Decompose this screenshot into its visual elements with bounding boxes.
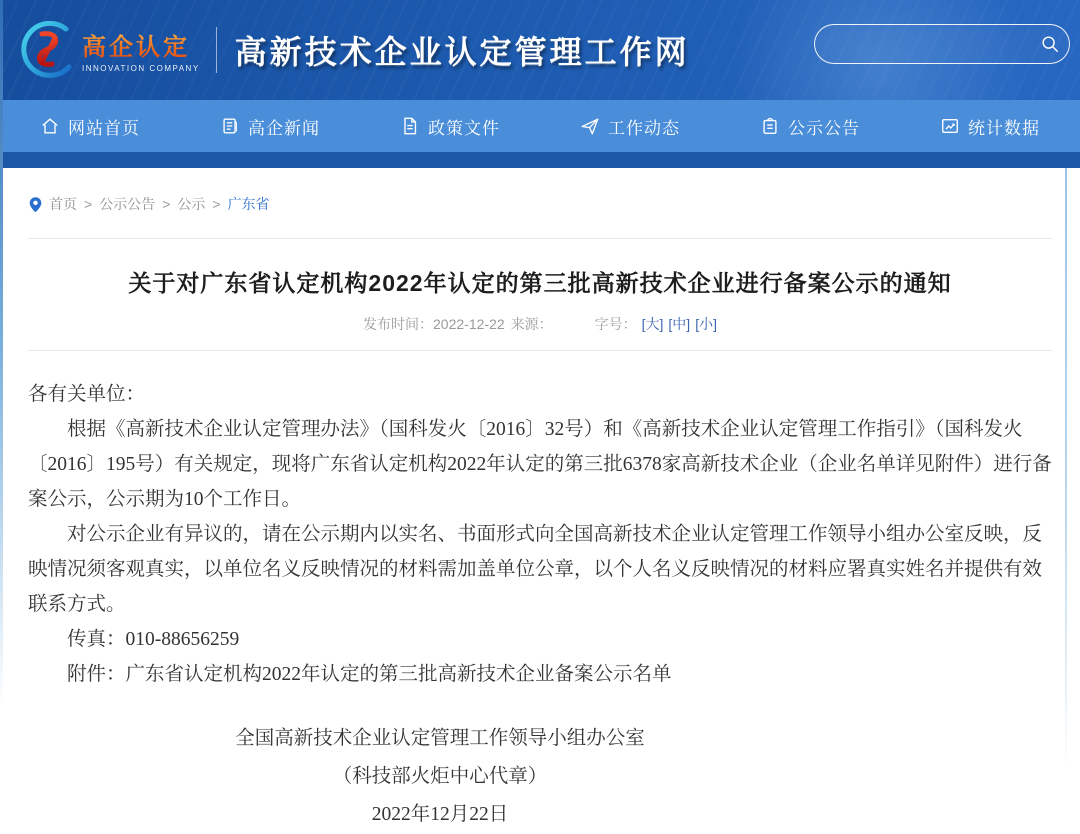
nav-item-announcements[interactable] — [720, 100, 900, 152]
logo-text-en: INNOVATION COMPANY — [82, 64, 200, 73]
header-divider — [216, 27, 217, 73]
article-page — [0, 194, 1080, 834]
nav-item-statistics[interactable] — [900, 100, 1080, 152]
attachment-line: 附件：广东省认定机构2022年认定的第三批高新技术企业备案公示名单 — [67, 664, 672, 685]
signature-block — [28, 720, 852, 834]
nav-label: 工作动态 — [608, 118, 680, 138]
send-icon — [580, 116, 600, 136]
breadcrumb-separator: > — [84, 196, 93, 212]
nav-item-updates[interactable] — [540, 100, 720, 152]
article-title: 关于对广东省认定机构2022年认定的第三批高新技术企业进行备案公示的通知 — [128, 270, 952, 296]
page-left-edge-line — [0, 0, 3, 804]
font-size-small-button[interactable]: [小] — [695, 316, 717, 332]
fax-line: 传真：010-88656259 — [67, 629, 240, 650]
breadcrumb-announcements[interactable]: 公示公告 — [99, 196, 156, 212]
paragraph-1: 根据《高新技术企业认定管理办法》（国科发火〔2016〕32号）和《高新技术企业认定管理工作指引》（国科发火〔2016〕195号）有关规定，现将广东省认定机构2022年认定的第三批6378家高新技术企业（企业名单详见附件）进行备案公示，公示期为10个工作日。 — [28, 419, 1052, 510]
announcement-icon — [760, 116, 780, 136]
main-nav — [0, 100, 1080, 152]
nav-item-news[interactable] — [180, 100, 360, 152]
signature-date: 2022年12月22日 — [371, 804, 509, 825]
site-header — [0, 0, 1080, 100]
nav-label: 政策文件 — [428, 118, 500, 138]
home-icon — [40, 116, 60, 136]
article-body — [28, 377, 1052, 692]
page-right-edge-line — [1065, 168, 1067, 804]
salutation: 各有关单位： — [28, 384, 146, 405]
nav-label: 公示公告 — [788, 118, 860, 138]
breadcrumb-home[interactable]: 首页 — [49, 196, 77, 212]
site-logo[interactable] — [14, 17, 200, 83]
signature-org: 全国高新技术企业认定管理工作领导小组办公室 — [235, 728, 645, 749]
breadcrumb-separator: > — [212, 196, 221, 212]
breadcrumb-divider — [28, 238, 1052, 239]
font-size-label: 字号： — [594, 316, 637, 332]
signature-seal: （科技部火炬中心代章） — [332, 766, 548, 787]
logo-swoosh-icon — [14, 17, 80, 83]
breadcrumb-current-guangdong[interactable]: 广东省 — [227, 196, 270, 212]
nav-label: 统计数据 — [968, 118, 1040, 138]
logo-text-cn: 高企认定 — [82, 27, 200, 62]
location-pin-icon — [28, 196, 43, 213]
source-label: 来源： — [510, 316, 553, 332]
font-size-medium-button[interactable]: [中] — [668, 316, 691, 332]
meta-divider — [28, 350, 1052, 351]
nav-label: 高企新闻 — [248, 118, 320, 138]
nav-item-home[interactable] — [0, 100, 180, 152]
publish-time-value: 2022-12-22 — [433, 316, 505, 332]
breadcrumb-publicity[interactable]: 公示 — [177, 196, 206, 212]
news-icon — [220, 116, 240, 136]
publish-time-label: 发布时间： — [363, 316, 434, 332]
search-box — [814, 24, 1070, 64]
search-icon — [1040, 34, 1060, 54]
nav-substrip — [0, 152, 1080, 168]
font-size-large-button[interactable]: [大] — [641, 316, 664, 332]
nav-label: 网站首页 — [68, 118, 140, 138]
search-button[interactable] — [1031, 25, 1069, 63]
nav-item-policy[interactable] — [360, 100, 540, 152]
breadcrumb-separator: > — [162, 196, 171, 212]
policy-doc-icon — [400, 116, 420, 136]
search-input[interactable] — [815, 25, 1031, 63]
site-title: 高新技术企业认定管理工作网 — [234, 34, 690, 70]
article-meta — [28, 314, 1052, 334]
breadcrumb — [28, 194, 1052, 214]
paragraph-2: 对公示企业有异议的，请在公示期内以实名、书面形式向全国高新技术企业认定管理工作领导小组办公室反映，反映情况须客观真实，以单位名义反映情况的材料需加盖单位公章，以个人名义反映情况的材料应署真实姓名并提供有效联系方式。 — [28, 524, 1043, 615]
statistics-icon — [940, 116, 960, 136]
